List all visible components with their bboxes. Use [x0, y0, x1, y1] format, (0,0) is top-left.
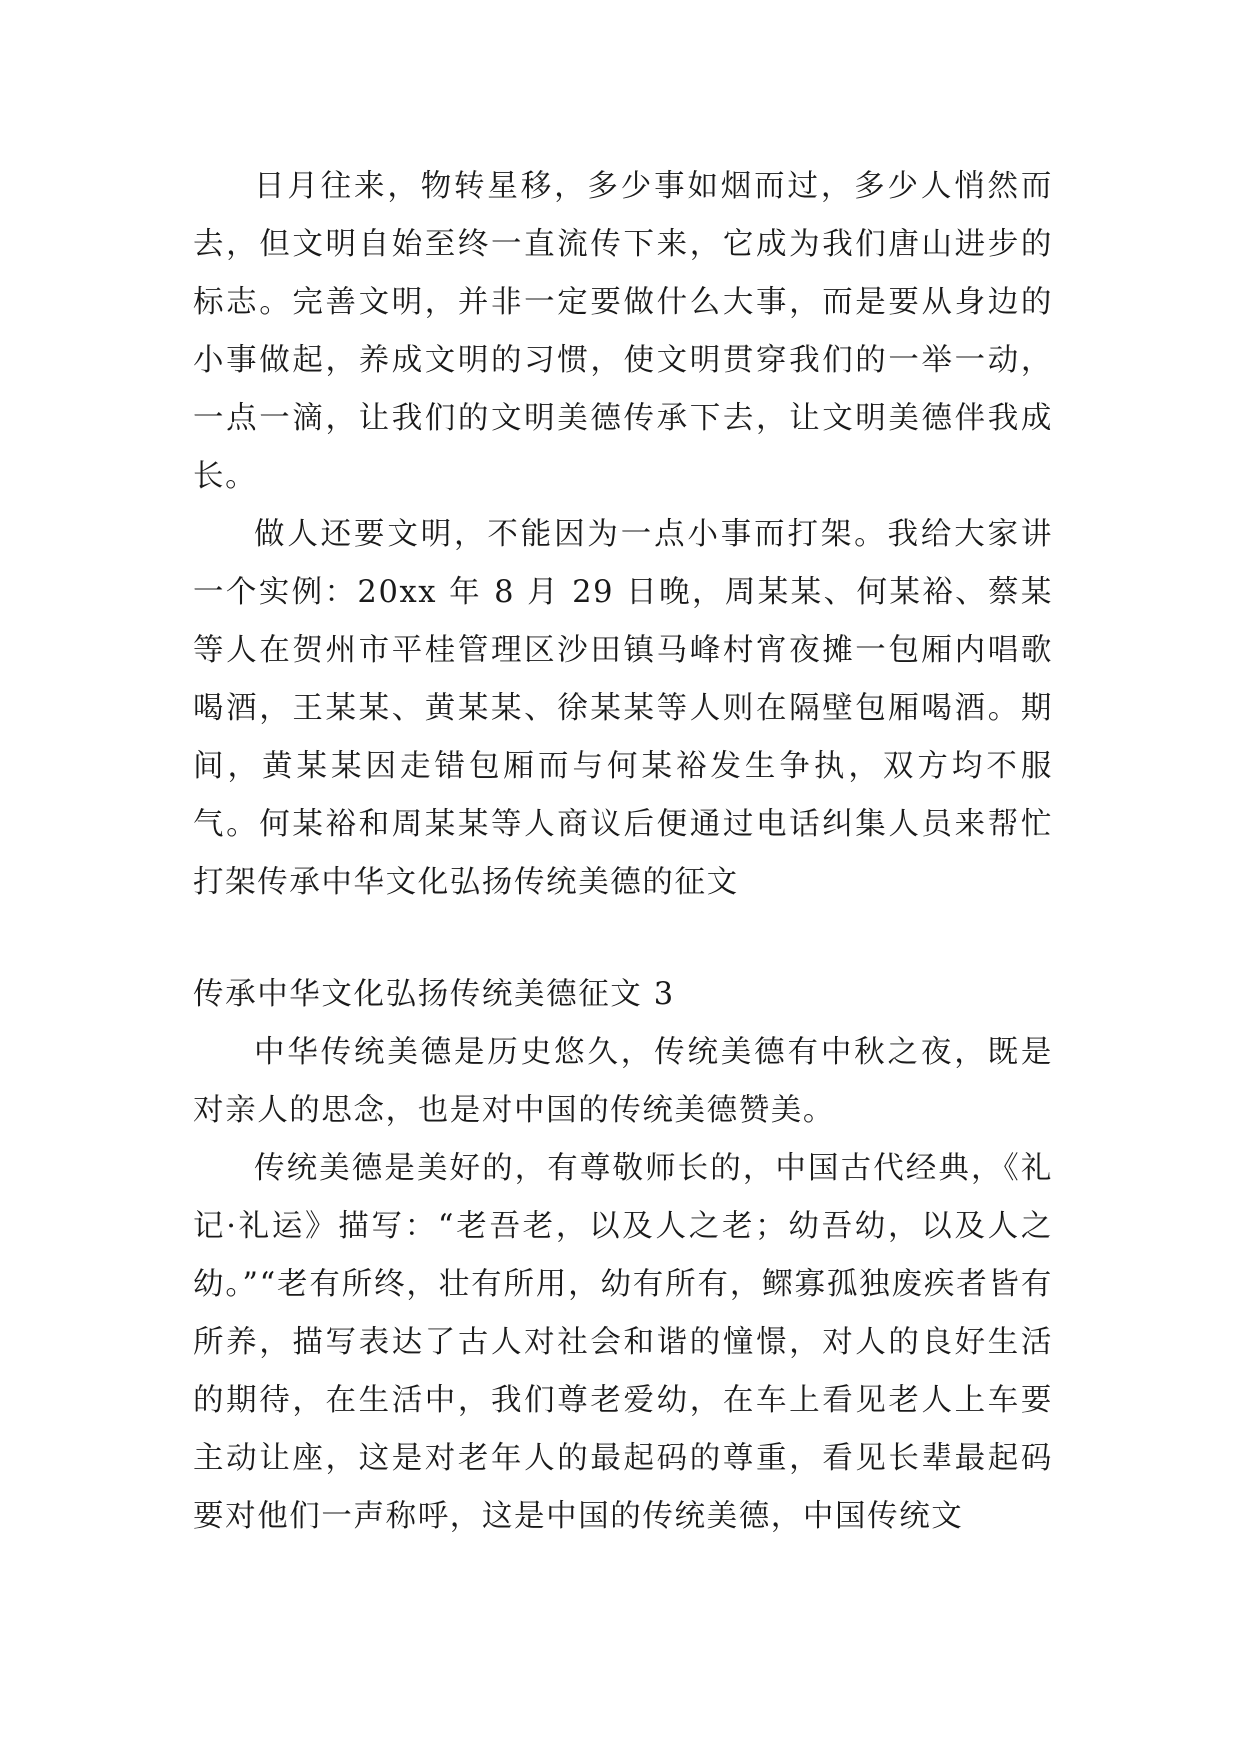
text-block-1 [193, 158, 1053, 912]
paragraph-2: 做人还要文明，不能因为一点小事而打架。我给大家讲一个实例：20xx 年 8 月 29 日晚，周某某、何某裕、蔡某等人在贺州市平桂管理区沙田镇马峰村宵夜摊一包厢内唱歌喝酒，王某某、黄某某、徐某某等人则在隔壁包厢喝酒。期间，黄某某因走错包厢而与何某裕发生争执，双方均不服气。何某裕和周某某等人商议后便通过电话纠集人员来帮忙打架传承中华文化弘扬传统美德的征文 [193, 517, 1053, 900]
paragraph-3: 中华传统美德是历史悠久，传统美德有中秋之夜，既是对亲人的思念，也是对中国的传统美德赞美。 [193, 1035, 1053, 1128]
paragraph-1: 日月往来，物转星移，多少事如烟而过，多少人悄然而去，但文明自始至终一直流传下来，它成为我们唐山进步的标志。完善文明，并非一定要做什么大事，而是要从身边的小事做起，养成文明的习惯，使文明贯穿我们的一举一动，一点一滴，让我们的文明美德传承下去，让文明美德伴我成长。 [193, 169, 1053, 494]
section-title: 传承中华文化弘扬传统美德征文 3 [193, 977, 675, 1012]
text-block-2 [193, 966, 1053, 1546]
paragraph-4: 传统美德是美好的，有尊敬师长的，中国古代经典，《礼记·礼运》描写：“老吾老，以及人之老；幼吾幼，以及人之幼。”“老有所终，壮有所用，幼有所有，鳏寡孤独废疾者皆有所养，描写表达了古人对社会和谐的憧憬，对人的良好生活的期待，在生活中，我们尊老爱幼，在车上看见老人上车要主动让座，这是对老年人的最起码的尊重，看见长辈最起码要对他们一声称呼，这是中国的传统美德，中国传统文 [193, 1151, 1053, 1534]
